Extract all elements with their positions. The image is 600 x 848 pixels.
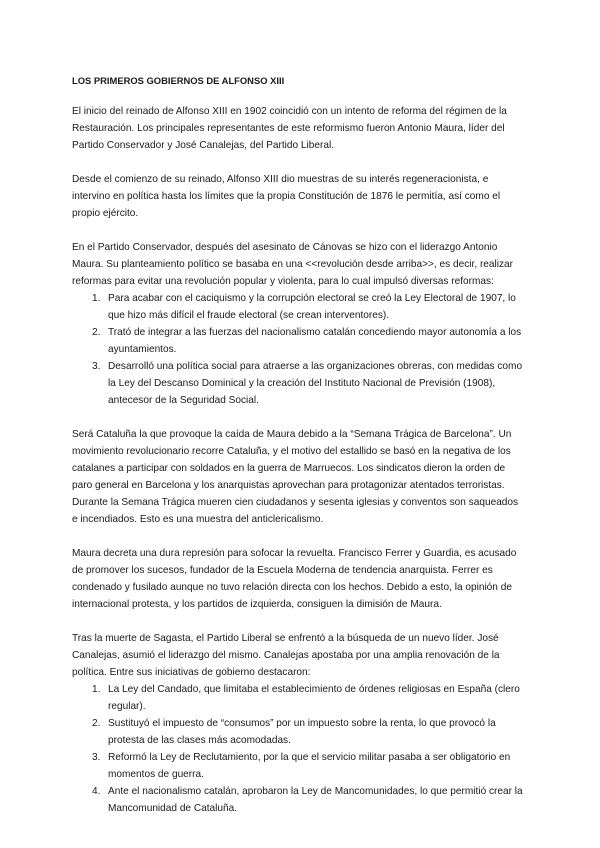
list-item-text: Para acabar con el caciquismo y la corrupción electoral se creó la Ley Electoral de 1907, lo que hizo más difícil el fraude electoral (se crean interventores).	[108, 293, 516, 321]
list-number: 2.	[92, 718, 101, 729]
paragraph-represion: Maura decreta una dura represión para sofocar la revuelta. Francisco Ferrer y Guardia, es acusado de promover los sucesos, fundador de la Escuela Moderna de tendencia anarquista. Ferrer es condenado y fusilado aunque no tuvo relación directa con los hechos. Debido a esto, la opinión de internacional protesta, y los partidos de izquierda, consiguen la dimisión de Maura.	[72, 548, 517, 610]
list-number: 1.	[92, 293, 101, 304]
list-item-text: La Ley del Candado, que limitaba el establecimiento de órdenes religiosas en España (clero regular).	[108, 684, 520, 712]
list-number: 3.	[92, 361, 101, 372]
canalejas-reforms-list	[72, 681, 524, 817]
list-item	[72, 358, 524, 409]
list-item	[72, 783, 524, 817]
list-item	[72, 290, 524, 324]
list-number: 4.	[92, 786, 101, 797]
list-item	[72, 715, 524, 749]
list-item-text: Ante el nacionalismo catalán, aprobaron la Ley de Mancomunidades, lo que permitió crear la Mancomunidad de Cataluña.	[108, 786, 523, 814]
list-item-text: Desarrolló una política social para atraerse a las organizaciones obreras, con medidas como la Ley del Descanso Dominical y la creación del Instituto Nacional de Previsión (1908), antecesor de la Seguridad Social.	[108, 361, 523, 406]
list-item	[72, 324, 524, 358]
list-item-text: Sustituyó el impuesto de “consumos” por un impuesto sobre la renta, lo que provocó la protesta de las clases más acomodadas.	[108, 718, 496, 746]
list-item-text: Trató de integrar a las fuerzas del nacionalismo catalán concediendo mayor autonomía a los ayuntamientos.	[108, 327, 522, 355]
document-body	[72, 72, 524, 817]
list-item-text: Reformó la Ley de Reclutamiento, por la que el servicio militar pasaba a ser obligatorio en momentos de guerra.	[108, 752, 511, 780]
list-item	[72, 681, 524, 715]
list-number: 1.	[92, 684, 101, 695]
document-title: LOS PRIMEROS GOBIERNOS DE ALFONSO XIII	[72, 75, 285, 86]
maura-reforms-list	[72, 290, 524, 409]
paragraph-liberal: Tras la muerte de Sagasta, el Partido Liberal se enfrentó a la búsqueda de un nuevo líder. José Canalejas, asumió el liderazgo del mismo. Canalejas apostaba por una amplia renovación de la política. Entre sus iniciativas de gobierno destacaron:	[72, 633, 500, 678]
list-number: 3.	[92, 752, 101, 763]
list-item	[72, 749, 524, 783]
paragraph-conservador: En el Partido Conservador, después del asesinato de Cánovas se hizo con el liderazgo Antonio Maura. Su planteamiento político se basaba en una <<revolución desde arriba>>, es decir, realizar reformas para evitar una revolución popular y violenta, para lo cual impulsó diversas reformas:	[72, 242, 514, 287]
paragraph-regeneracionista: Desde el comienzo de su reinado, Alfonso XIII dio muestras de su interés regeneracionista, e intervino en política hasta los límites que la propia Constitución de 1876 le permitía, así como el propio ejército.	[72, 174, 501, 219]
list-number: 2.	[92, 327, 101, 338]
paragraph-semana-tragica: Será Cataluña la que provoque la caída de Maura debido a la “Semana Trágica de Barcelona”. Un movimiento revolucionario recorre Cataluña, y el motivo del estallido se basó en la negativa de los catalanes a participar con soldados en la guerra de Marruecos. Los sindicatos dieron la orden de paro general en Barcelona y los anarquistas aprovechan para protagonizar atentados terroristas. Durante la Semana Trágica mueren cien ciudadanos y sesenta iglesias y conventos son saqueados e incendiados. Esto es una muestra del anticlericalismo.	[72, 429, 519, 525]
paragraph-intro: El inicio del reinado de Alfonso XIII en 1902 coincidió con un intento de reforma del régimen de la Restauración. Los principales representantes de este reformismo fueron Antonio Maura, líder del Partido Conservador y José Canalejas, del Partido Liberal.	[72, 106, 507, 151]
